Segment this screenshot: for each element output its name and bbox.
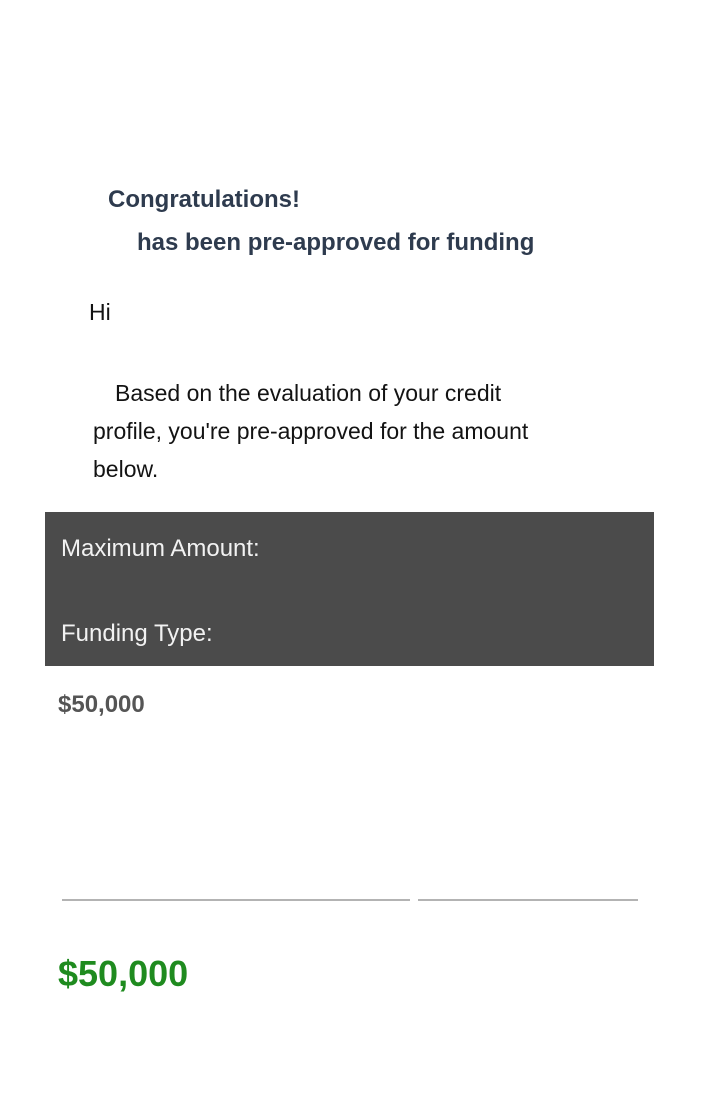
greeting-text: Hi [89,299,111,325]
maximum-amount-value: $50,000 [58,691,145,718]
approved-amount-value: $50,000 [58,953,189,994]
body-paragraph-line: profile, you're pre-approved for the amount [93,418,529,444]
body-paragraph [93,374,528,488]
body-paragraph-line: Based on the evaluation of your credit [115,380,502,406]
funding-type-label: Funding Type: [61,620,213,647]
maximum-amount-label: Maximum Amount: [61,535,260,562]
divider-left-segment [62,899,410,901]
divider-right-segment [418,899,638,901]
preapproved-subheading: has been pre-approved for funding [137,229,535,256]
body-paragraph-line: below. [93,456,159,482]
congratulations-heading: Congratulations! [108,186,300,213]
funding-summary-box [45,512,654,666]
